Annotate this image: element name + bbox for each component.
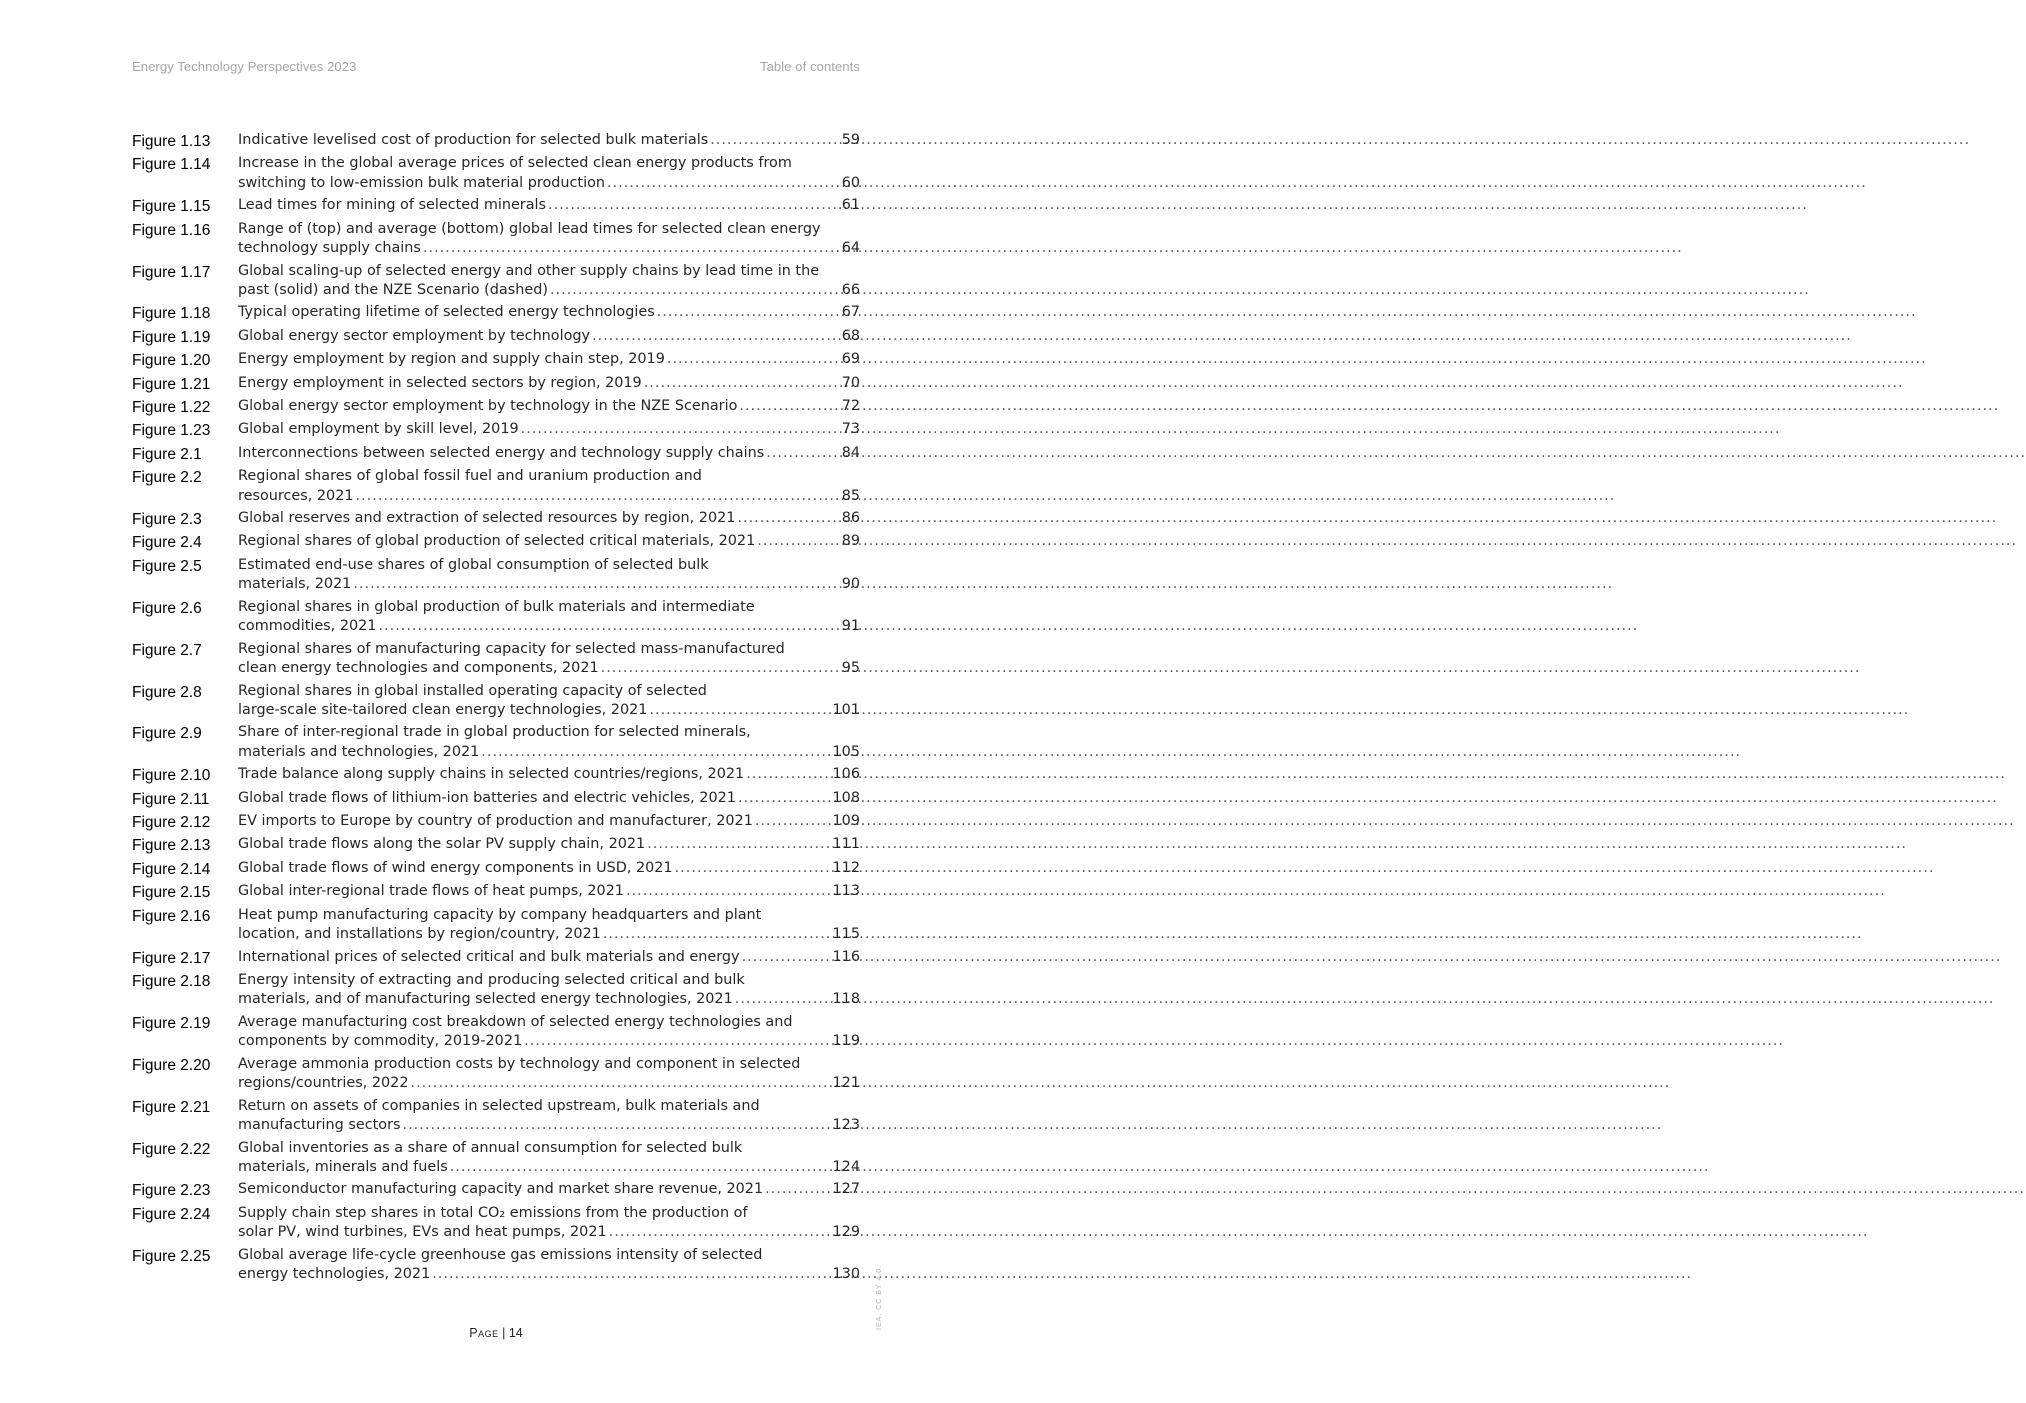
page-ref[interactable]: 67 bbox=[841, 304, 860, 321]
figure-caption bbox=[238, 327, 860, 347]
figure-caption bbox=[238, 1055, 860, 1094]
dot-leader bbox=[737, 509, 839, 529]
caption-line: Regional shares of global fossil fuel and uranium production and bbox=[238, 468, 702, 485]
caption-text: location, and installations by region/country, 2021 bbox=[238, 926, 601, 943]
figure-number: Figure 2.16 bbox=[132, 907, 211, 925]
running-header-title: Energy Technology Perspectives 2023 bbox=[132, 59, 357, 74]
caption-text: large-scale site-tailored clean energy technologies, 2021 bbox=[238, 702, 648, 719]
page-ref[interactable]: 69 bbox=[841, 351, 860, 368]
page-ref[interactable]: 108 bbox=[832, 789, 860, 806]
page-ref[interactable]: 59 bbox=[841, 132, 860, 148]
caption-last-line bbox=[238, 990, 860, 1010]
page-ref[interactable]: 101 bbox=[832, 702, 860, 719]
dot-leader bbox=[675, 859, 831, 879]
figure-number: Figure 1.23 bbox=[132, 422, 211, 440]
dot-leader bbox=[378, 617, 839, 637]
figure-number: Figure 1.14 bbox=[132, 156, 211, 174]
caption-text: Global energy sector employment by technology bbox=[238, 327, 591, 344]
caption-last-line bbox=[238, 327, 860, 347]
dot-leader bbox=[592, 327, 840, 347]
caption-text: past (solid) and the NZE Scenario (dashed) bbox=[238, 282, 548, 299]
license-note: IEA. CC BY 4.0. bbox=[876, 1264, 883, 1330]
dot-leader bbox=[356, 487, 840, 507]
toc-entry[interactable] bbox=[132, 682, 860, 721]
caption-last-line bbox=[238, 397, 860, 417]
toc-entry[interactable] bbox=[132, 532, 860, 553]
caption-line: Return on assets of companies in selected upstream, bulk materials and bbox=[238, 1097, 760, 1114]
dot-leader bbox=[755, 812, 831, 832]
page-ref[interactable]: 85 bbox=[841, 487, 860, 504]
caption-last-line bbox=[238, 701, 860, 721]
caption-text: Lead times for mining of selected minerals bbox=[238, 197, 547, 214]
toc-entry[interactable] bbox=[132, 1097, 860, 1136]
figure-caption bbox=[238, 532, 860, 552]
figure-caption bbox=[238, 397, 860, 417]
figure-caption bbox=[238, 154, 860, 193]
toc-entry[interactable] bbox=[132, 789, 860, 810]
page-ref[interactable]: 118 bbox=[832, 991, 860, 1008]
caption-text: Global inter-regional trade flows of heat pumps, 2021 bbox=[238, 883, 624, 900]
page-ref[interactable]: 72 bbox=[841, 398, 860, 415]
toc-entry[interactable] bbox=[132, 1246, 860, 1285]
toc-entry[interactable] bbox=[132, 154, 860, 193]
page-ref[interactable]: 115 bbox=[832, 926, 860, 943]
toc-entry[interactable] bbox=[132, 971, 860, 1010]
figure-caption bbox=[238, 131, 860, 151]
dot-leader bbox=[423, 239, 840, 259]
caption-last-line bbox=[238, 1180, 860, 1200]
figure-caption bbox=[238, 723, 860, 762]
caption-text: International prices of selected critical and bulk materials and energy bbox=[238, 948, 740, 965]
toc-entry[interactable] bbox=[132, 598, 860, 637]
page-ref[interactable]: 109 bbox=[832, 813, 860, 830]
caption-last-line bbox=[238, 487, 860, 507]
figure-number: Figure 1.20 bbox=[132, 352, 211, 370]
dot-leader bbox=[644, 374, 840, 394]
page-number: 14 bbox=[508, 1326, 523, 1340]
figure-number: Figure 1.15 bbox=[132, 198, 211, 216]
toc-entry[interactable] bbox=[132, 859, 860, 880]
toc-entry[interactable] bbox=[132, 327, 860, 348]
caption-text: Global energy sector employment by technology in the NZE Scenario bbox=[238, 398, 738, 415]
caption-text: Trade balance along supply chains in selected countries/regions, 2021 bbox=[238, 766, 745, 783]
caption-line: Regional shares in global installed operating capacity of selected bbox=[238, 682, 707, 699]
dot-leader bbox=[766, 444, 839, 464]
caption-line: Energy intensity of extracting and producing selected critical and bulk bbox=[238, 971, 745, 988]
caption-last-line bbox=[238, 420, 860, 440]
figure-caption bbox=[238, 350, 860, 370]
toc-entry[interactable] bbox=[132, 835, 860, 856]
toc-entry[interactable] bbox=[132, 196, 860, 217]
dot-leader bbox=[353, 575, 839, 595]
page-ref[interactable]: 89 bbox=[841, 533, 860, 550]
page-ref[interactable]: 119 bbox=[832, 1033, 860, 1050]
page-ref[interactable]: 60 bbox=[841, 174, 860, 191]
caption-line: Range of (top) and average (bottom) global lead times for selected clean energy bbox=[238, 220, 821, 237]
page-ref[interactable]: 127 bbox=[832, 1181, 860, 1198]
figure-number: Figure 2.11 bbox=[132, 790, 210, 808]
caption-last-line bbox=[238, 1158, 860, 1178]
page-ref[interactable]: 106 bbox=[832, 766, 860, 783]
caption-text: Typical operating lifetime of selected energy technologies bbox=[238, 304, 655, 321]
caption-last-line bbox=[238, 1032, 860, 1052]
dot-leader bbox=[757, 532, 839, 552]
toc-entry[interactable] bbox=[132, 262, 860, 301]
caption-text: Energy employment by region and supply chain step, 2019 bbox=[238, 351, 665, 368]
figure-number: Figure 2.13 bbox=[132, 837, 211, 855]
list-of-figures bbox=[132, 131, 860, 1288]
dot-leader bbox=[739, 397, 839, 417]
figure-caption bbox=[238, 971, 860, 1010]
figure-number: Figure 1.13 bbox=[132, 133, 211, 150]
caption-last-line bbox=[238, 789, 860, 809]
caption-line: Global inventories as a share of annual consumption for selected bulk bbox=[238, 1139, 743, 1156]
caption-last-line bbox=[238, 509, 860, 529]
figure-number: Figure 2.3 bbox=[132, 511, 202, 529]
figure-number: Figure 2.9 bbox=[132, 725, 202, 743]
caption-last-line bbox=[238, 765, 860, 785]
caption-last-line bbox=[238, 812, 860, 832]
page-ref[interactable]: 113 bbox=[832, 883, 860, 900]
dot-leader bbox=[403, 1116, 831, 1136]
figure-caption bbox=[238, 262, 860, 301]
toc-entry[interactable] bbox=[132, 723, 860, 762]
caption-line: Heat pump manufacturing capacity by company headquarters and plant bbox=[238, 906, 762, 923]
toc-entry[interactable] bbox=[132, 1055, 860, 1094]
caption-last-line bbox=[238, 659, 860, 679]
caption-last-line bbox=[238, 196, 860, 216]
toc-entry[interactable] bbox=[132, 1204, 860, 1243]
figure-number: Figure 1.16 bbox=[132, 221, 211, 239]
figure-number: Figure 2.23 bbox=[132, 1182, 211, 1200]
page-word: Page bbox=[469, 1326, 499, 1340]
dot-leader bbox=[735, 990, 831, 1010]
page-ref[interactable]: 84 bbox=[841, 444, 860, 461]
page-ref[interactable]: 130 bbox=[832, 1266, 860, 1283]
caption-text: energy technologies, 2021 bbox=[238, 1266, 431, 1283]
figure-number: Figure 1.21 bbox=[132, 375, 211, 393]
caption-last-line bbox=[238, 925, 860, 945]
caption-line: Increase in the global average prices of selected clean energy products from bbox=[238, 155, 792, 172]
caption-last-line bbox=[238, 859, 860, 879]
toc-entry[interactable] bbox=[132, 220, 860, 259]
dot-leader bbox=[481, 743, 830, 763]
toc-entry[interactable] bbox=[132, 444, 860, 465]
dot-leader bbox=[450, 1158, 831, 1178]
page-ref[interactable]: 86 bbox=[841, 510, 860, 527]
toc-entry[interactable] bbox=[132, 765, 860, 786]
caption-line: Regional shares of manufacturing capacity for selected mass-manufactured bbox=[238, 640, 785, 657]
figure-caption bbox=[238, 882, 860, 902]
caption-text: materials, and of manufacturing selected energy technologies, 2021 bbox=[238, 991, 733, 1008]
figure-number: Figure 2.15 bbox=[132, 884, 211, 902]
figure-caption bbox=[238, 640, 860, 679]
caption-line: Average ammonia production costs by technology and component in selected bbox=[238, 1055, 801, 1072]
caption-last-line bbox=[238, 575, 860, 595]
toc-entry[interactable] bbox=[132, 906, 860, 945]
page-ref[interactable]: 73 bbox=[841, 421, 860, 438]
page-ref[interactable]: 116 bbox=[832, 948, 860, 965]
caption-text: clean energy technologies and components, 2021 bbox=[238, 660, 599, 677]
page-ref[interactable]: 123 bbox=[832, 1117, 860, 1134]
dot-leader bbox=[609, 1223, 831, 1243]
caption-last-line bbox=[238, 617, 860, 637]
caption-text: materials and technologies, 2021 bbox=[238, 743, 480, 760]
figure-caption bbox=[238, 789, 860, 809]
page-ref[interactable]: 95 bbox=[841, 660, 860, 677]
dot-leader bbox=[667, 350, 840, 370]
caption-text: Energy employment in selected sectors by region, 2019 bbox=[238, 374, 642, 391]
caption-text: Global reserves and extraction of selected resources by region, 2021 bbox=[238, 510, 736, 527]
toc-entry[interactable] bbox=[132, 420, 860, 441]
dot-leader bbox=[432, 1265, 830, 1285]
dot-leader bbox=[601, 659, 840, 679]
toc-entry[interactable] bbox=[132, 509, 860, 530]
caption-last-line bbox=[238, 281, 860, 301]
figure-caption bbox=[238, 444, 860, 464]
caption-last-line bbox=[238, 350, 860, 370]
figure-caption bbox=[238, 812, 860, 832]
toc-entry[interactable] bbox=[132, 131, 860, 152]
dot-leader bbox=[524, 1032, 830, 1052]
figure-caption bbox=[238, 556, 860, 595]
figure-caption bbox=[238, 374, 860, 394]
caption-text: resources, 2021 bbox=[238, 487, 354, 504]
caption-text: technology supply chains bbox=[238, 240, 421, 257]
caption-last-line bbox=[238, 835, 860, 855]
page-ref[interactable]: 111 bbox=[832, 836, 860, 853]
dot-leader bbox=[765, 1180, 830, 1200]
figure-caption bbox=[238, 467, 860, 506]
caption-text: materials, 2021 bbox=[238, 576, 352, 593]
dot-leader bbox=[647, 835, 830, 855]
figure-number: Figure 1.18 bbox=[132, 305, 211, 323]
caption-text: Global trade flows of wind energy components in USD, 2021 bbox=[238, 859, 673, 876]
figure-number: Figure 2.6 bbox=[132, 599, 202, 617]
figure-caption bbox=[238, 835, 860, 855]
figure-number: Figure 2.1 bbox=[132, 445, 202, 463]
caption-line: Estimated end-use shares of global consumption of selected bulk bbox=[238, 556, 709, 573]
page-ref[interactable]: 129 bbox=[832, 1224, 860, 1241]
figure-number: Figure 2.8 bbox=[132, 683, 202, 701]
figure-number: Figure 2.14 bbox=[132, 860, 211, 878]
caption-text: commodities, 2021 bbox=[238, 618, 377, 635]
figure-caption bbox=[238, 420, 860, 440]
figure-number: Figure 2.20 bbox=[132, 1056, 211, 1074]
caption-text: components by commodity, 2019-2021 bbox=[238, 1033, 523, 1050]
dot-leader bbox=[746, 765, 830, 785]
figure-caption bbox=[238, 906, 860, 945]
caption-line: Average manufacturing cost breakdown of selected energy technologies and bbox=[238, 1013, 793, 1030]
caption-text: Interconnections between selected energy and technology supply chains bbox=[238, 444, 765, 461]
page-ref[interactable]: 64 bbox=[841, 240, 860, 257]
toc-entry[interactable] bbox=[132, 556, 860, 595]
caption-last-line bbox=[238, 1223, 860, 1243]
figure-number: Figure 1.17 bbox=[132, 263, 211, 281]
caption-text: Global trade flows along the solar PV supply chain, 2021 bbox=[238, 836, 646, 853]
figure-caption bbox=[238, 765, 860, 785]
figure-number: Figure 2.21 bbox=[132, 1098, 211, 1116]
dot-leader bbox=[742, 948, 831, 968]
figure-number: Figure 2.10 bbox=[132, 767, 211, 785]
figure-caption bbox=[238, 598, 860, 637]
dot-leader bbox=[738, 789, 831, 809]
figure-number: Figure 1.22 bbox=[132, 399, 211, 417]
running-header-section: Table of contents bbox=[760, 59, 860, 74]
caption-text: solar PV, wind turbines, EVs and heat pumps, 2021 bbox=[238, 1224, 607, 1241]
dot-leader bbox=[411, 1074, 831, 1094]
caption-last-line bbox=[238, 532, 860, 552]
page-ref[interactable]: 68 bbox=[841, 327, 860, 344]
caption-last-line bbox=[238, 239, 860, 259]
toc-entry[interactable] bbox=[132, 303, 860, 324]
figure-caption bbox=[238, 509, 860, 529]
toc-entry[interactable] bbox=[132, 397, 860, 418]
caption-text: Indicative levelised cost of production for selected bulk materials bbox=[238, 132, 709, 148]
caption-text: EV imports to Europe by country of production and manufacturer, 2021 bbox=[238, 813, 753, 830]
figure-number: Figure 2.12 bbox=[132, 814, 211, 832]
caption-last-line bbox=[238, 444, 860, 464]
toc-entry[interactable] bbox=[132, 948, 860, 969]
figure-number: Figure 2.22 bbox=[132, 1140, 211, 1158]
figure-caption bbox=[238, 859, 860, 879]
caption-text: materials, minerals and fuels bbox=[238, 1159, 448, 1175]
dot-leader bbox=[521, 420, 840, 440]
caption-last-line bbox=[238, 882, 860, 902]
caption-last-line bbox=[238, 948, 860, 968]
page-ref[interactable]: 61 bbox=[841, 197, 860, 214]
caption-text: Semiconductor manufacturing capacity and market share revenue, 2021 bbox=[238, 1181, 764, 1198]
caption-last-line bbox=[238, 131, 860, 151]
dot-leader bbox=[603, 925, 831, 945]
figure-caption bbox=[238, 220, 860, 259]
page-ref[interactable]: 90 bbox=[841, 576, 860, 593]
figure-caption bbox=[238, 196, 860, 216]
toc-entry[interactable] bbox=[132, 374, 860, 395]
figure-number: Figure 1.19 bbox=[132, 328, 211, 346]
caption-last-line bbox=[238, 303, 860, 323]
page-ref[interactable]: 91 bbox=[841, 618, 860, 635]
toc-entry[interactable] bbox=[132, 640, 860, 679]
dot-leader bbox=[649, 701, 830, 721]
caption-line: Global scaling-up of selected energy and other supply chains by lead time in the bbox=[238, 262, 820, 279]
figure-number: Figure 2.7 bbox=[132, 641, 202, 659]
caption-text: Global trade flows of lithium-ion batteries and electric vehicles, 2021 bbox=[238, 789, 736, 806]
figure-caption bbox=[238, 1246, 860, 1285]
caption-text: switching to low-emission bulk material production bbox=[238, 174, 605, 191]
figure-number: Figure 2.19 bbox=[132, 1014, 211, 1032]
figure-number: Figure 2.18 bbox=[132, 972, 211, 990]
caption-last-line bbox=[238, 1265, 860, 1285]
toc-entry[interactable] bbox=[132, 467, 860, 506]
caption-text: Global employment by skill level, 2019 bbox=[238, 421, 519, 438]
page-ref[interactable]: 124 bbox=[832, 1159, 860, 1175]
caption-text: Regional shares of global production of selected critical materials, 2021 bbox=[238, 533, 756, 550]
toc-entry[interactable] bbox=[132, 812, 860, 833]
figure-number: Figure 2.25 bbox=[132, 1247, 211, 1265]
caption-last-line bbox=[238, 174, 860, 194]
page-ref[interactable]: 112 bbox=[832, 859, 860, 876]
figure-number: Figure 2.4 bbox=[132, 534, 202, 552]
dot-leader bbox=[626, 882, 831, 902]
figure-caption bbox=[238, 948, 860, 968]
caption-text: regions/countries, 2022 bbox=[238, 1075, 409, 1092]
figure-number: Figure 2.17 bbox=[132, 949, 211, 967]
page-ref[interactable]: 70 bbox=[841, 374, 860, 391]
caption-text: manufacturing sectors bbox=[238, 1117, 401, 1134]
page-ref[interactable]: 66 bbox=[841, 282, 860, 299]
toc-entry[interactable] bbox=[132, 350, 860, 371]
figure-caption bbox=[238, 1180, 860, 1200]
figure-caption bbox=[238, 1204, 860, 1243]
figure-caption bbox=[238, 682, 860, 721]
caption-last-line bbox=[238, 1116, 860, 1136]
caption-last-line bbox=[238, 1074, 860, 1094]
page-ref[interactable]: 121 bbox=[832, 1075, 860, 1092]
caption-last-line bbox=[238, 743, 860, 763]
dot-leader bbox=[548, 196, 840, 216]
caption-line: Global average life-cycle greenhouse gas emissions intensity of selected bbox=[238, 1246, 763, 1263]
figure-number: Figure 2.2 bbox=[132, 469, 202, 487]
page-footer bbox=[0, 1326, 992, 1340]
page-ref[interactable]: 105 bbox=[832, 743, 860, 760]
dot-leader bbox=[710, 131, 839, 151]
toc-entry[interactable] bbox=[132, 1180, 860, 1201]
toc-entry[interactable] bbox=[132, 1013, 860, 1052]
caption-line: Regional shares in global production of bulk materials and intermediate bbox=[238, 598, 755, 615]
dot-leader bbox=[657, 303, 840, 323]
caption-line: Share of inter-regional trade in global production for selected minerals, bbox=[238, 724, 751, 741]
figure-caption bbox=[238, 1139, 860, 1178]
caption-line: Supply chain step shares in total CO₂ emissions from the production of bbox=[238, 1204, 748, 1221]
figure-number: Figure 2.24 bbox=[132, 1205, 211, 1223]
caption-last-line bbox=[238, 374, 860, 394]
toc-entry[interactable] bbox=[132, 1139, 860, 1178]
figure-caption bbox=[238, 1013, 860, 1052]
figure-caption bbox=[238, 1097, 860, 1136]
toc-entry[interactable] bbox=[132, 882, 860, 903]
dot-leader bbox=[607, 174, 840, 194]
dot-leader bbox=[550, 281, 840, 301]
figure-number: Figure 2.5 bbox=[132, 557, 202, 575]
page-separator: | bbox=[498, 1326, 509, 1340]
figure-caption bbox=[238, 303, 860, 323]
